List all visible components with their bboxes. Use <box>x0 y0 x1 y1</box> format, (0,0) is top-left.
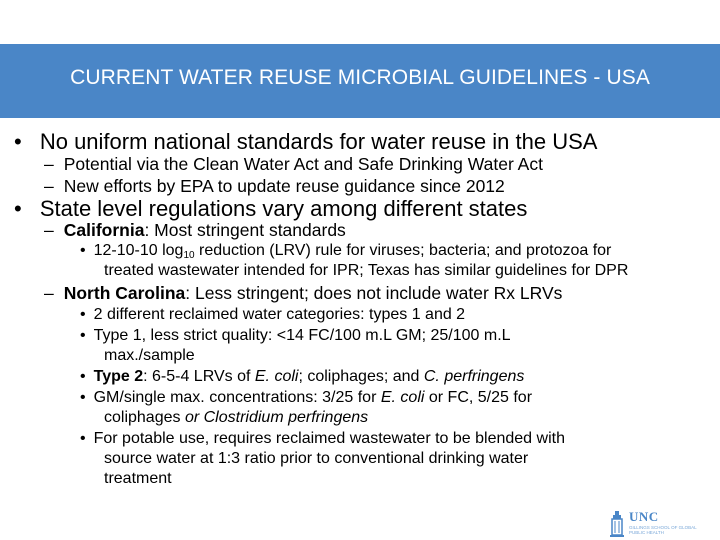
bullet-1b-text: New efforts by EPA to update reuse guidance since 2012 <box>63 176 505 196</box>
bullet-2 <box>14 196 527 222</box>
nc-sub-1: • 2 different reclaimed water categories: types 1 and 2 <box>80 306 466 323</box>
bell-tower-icon <box>609 511 625 537</box>
bullet-2-text: State level regulations vary among different states <box>39 196 528 221</box>
bullet-1-text: No uniform national standards for water reuse in the USA <box>39 129 598 154</box>
nc-sub-2: • Type 1, less strict quality: <14 FC/100 m.L GM; 25/100 m.L <box>80 327 511 344</box>
logo-subtitle: GILLINGS SCHOOL OF GLOBAL PUBLIC HEALTH <box>629 525 697 535</box>
slide-title: CURRENT WATER REUSE MICROBIAL GUIDELINES - USA <box>70 66 650 89</box>
nc-sub-4-line2: coliphages or Clostridium perfringens <box>104 409 369 426</box>
bullet-1 <box>14 129 597 155</box>
california-text: : Most stringent standards <box>144 220 346 240</box>
north-carolina-text: : Less stringent; does not include water Rx LRVs <box>185 283 563 303</box>
north-carolina-label: North Carolina <box>63 283 186 303</box>
nc-sub-5-line3: treatment <box>104 470 172 487</box>
nc-sub-5: • For potable use, requires reclaimed wastewater to be blended with <box>80 430 565 447</box>
california-sub-1: • 12-10-10 $\log_{10}$ reduction (LRV) rule for viruses; bacteria; and protozoa for <box>80 242 612 261</box>
north-carolina-item: – North Carolina: Less stringent; does not include water Rx LRVs <box>44 283 563 303</box>
nc-sub-4: • GM/single max. concentrations: 3/25 for E. coli or FC, 5/25 for <box>80 389 533 406</box>
bullet-1b: – New efforts by EPA to update reuse guidance since 2012 <box>44 176 505 196</box>
title-bar <box>0 44 720 118</box>
nc-sub-3: • Type 2: 6-5-4 LRVs of E. coli; coliphages; and C. perfringens <box>80 368 525 385</box>
bullet-1a: – Potential via the Clean Water Act and Safe Drinking Water Act <box>44 154 543 174</box>
bullet-1a-text: Potential via the Clean Water Act and Safe Drinking Water Act <box>63 154 543 174</box>
bullet-dot: • <box>14 196 22 221</box>
california-sub-1-line2: treated wastewater intended for IPR; Texas has similar guidelines for DPR <box>104 262 629 279</box>
logo-name: UNC <box>629 509 659 524</box>
california-label: California <box>63 220 145 240</box>
unc-logo <box>609 509 709 539</box>
california-item: – California: Most stringent standards <box>44 220 346 240</box>
nc-sub-5-line2: source water at 1:3 ratio prior to conventional drinking water <box>104 450 529 467</box>
nc-sub-2-line2: max./sample <box>104 347 195 364</box>
bullet-dot: • <box>14 129 22 154</box>
